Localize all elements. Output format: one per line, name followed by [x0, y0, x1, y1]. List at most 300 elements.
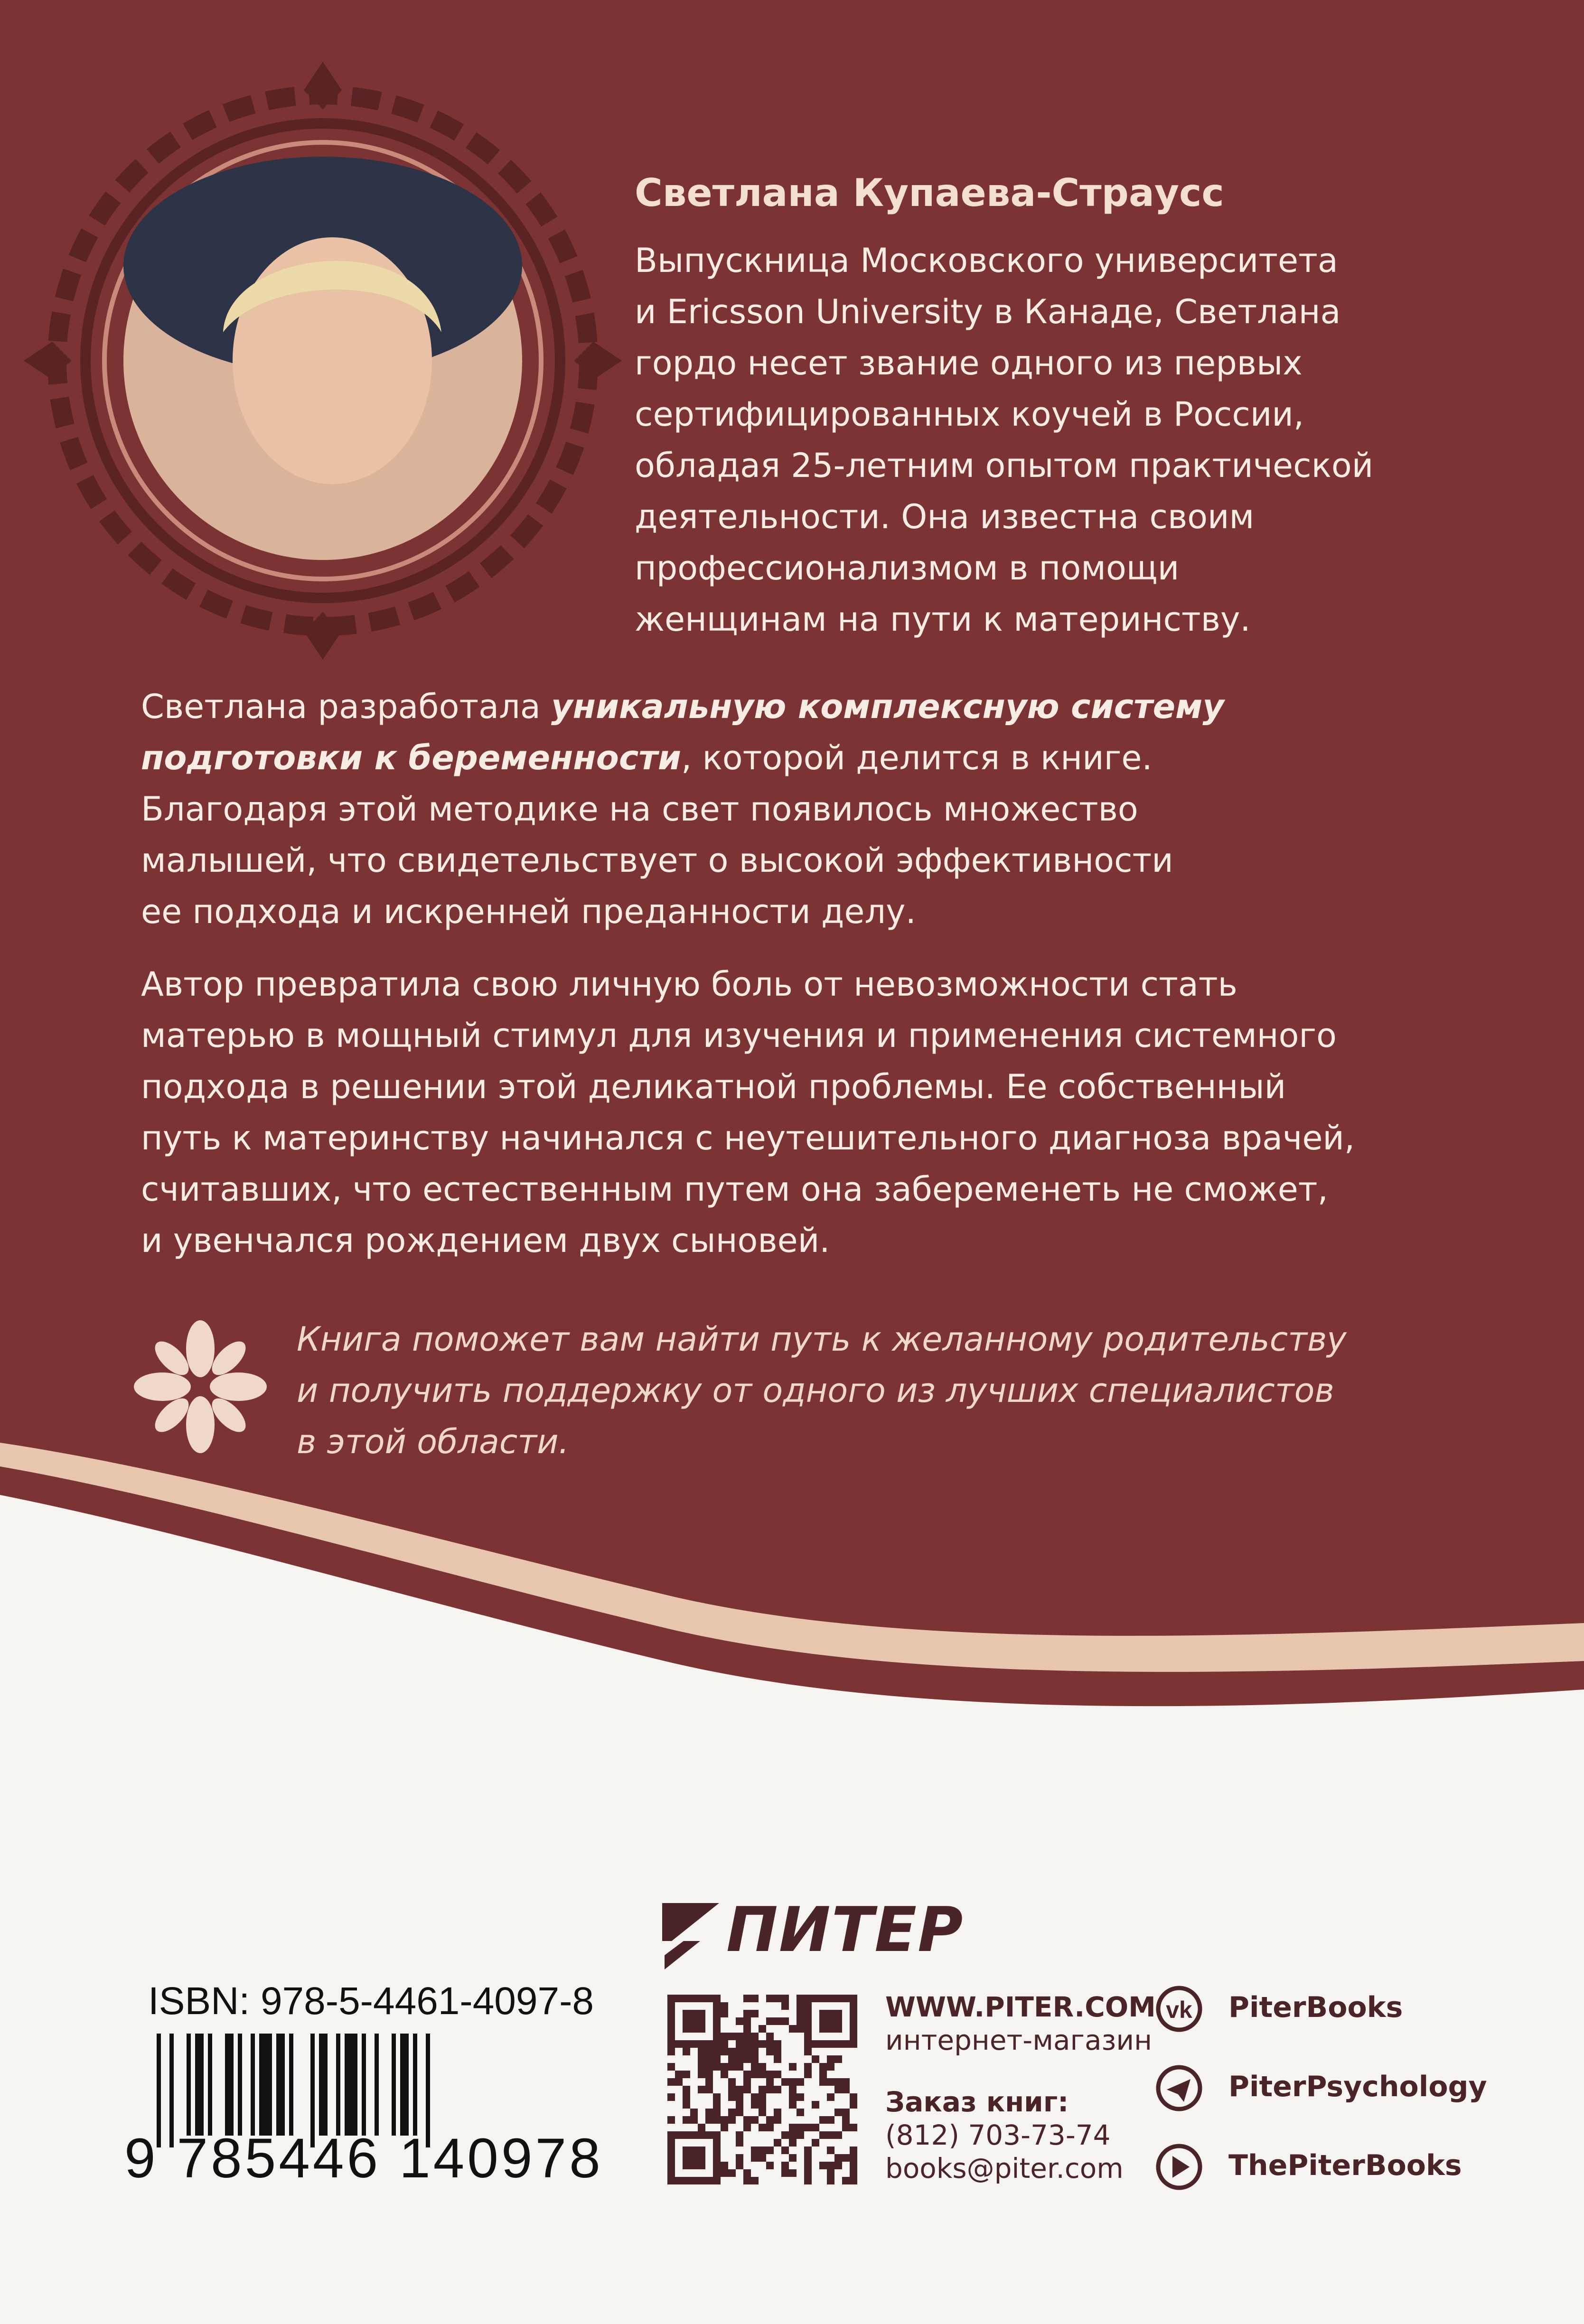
qr-module — [766, 2033, 774, 2040]
qr-module — [766, 1995, 774, 2002]
qr-module — [834, 2040, 842, 2048]
qr-module — [759, 2109, 766, 2116]
qr-module — [789, 2025, 797, 2033]
qr-module — [812, 2055, 819, 2063]
qr-module — [774, 2071, 781, 2078]
story-paragraph — [141, 959, 1355, 1266]
qr-module — [736, 2055, 743, 2063]
qr-module — [751, 2177, 759, 2184]
qr-module — [698, 2124, 705, 2131]
qr-module — [667, 2131, 675, 2139]
qr-module — [675, 2040, 683, 2048]
qr-module — [797, 2010, 804, 2017]
qr-module — [819, 2040, 827, 2048]
qr-module — [705, 2063, 713, 2071]
order-label: Заказ книг: — [885, 2086, 1069, 2118]
qr-module — [728, 2033, 736, 2040]
qr-module — [713, 2010, 721, 2017]
qr-module — [743, 2055, 751, 2063]
barcode-bar — [195, 2034, 204, 2136]
qr-module — [804, 2048, 812, 2055]
qr-module — [713, 2147, 721, 2154]
qr-module — [751, 2033, 759, 2040]
qr-module — [827, 2010, 834, 2017]
telegram-link[interactable]: PiterPsychology — [1228, 2070, 1487, 2103]
qr-module — [766, 2147, 774, 2154]
qr-module — [827, 2177, 834, 2184]
qr-module — [804, 2063, 812, 2071]
qr-module — [850, 2162, 857, 2169]
qr-module — [850, 2169, 857, 2177]
author-name: Светлана Купаева-Страусс — [635, 171, 1224, 215]
video-link[interactable]: ThePiterBooks — [1228, 2149, 1462, 2182]
qr-module — [812, 2124, 819, 2131]
qr-module — [736, 2063, 743, 2071]
qr-module — [819, 2071, 827, 2078]
qr-module — [713, 2116, 721, 2124]
qr-module — [743, 2078, 751, 2086]
qr-module — [698, 2162, 705, 2169]
qr-module — [721, 2040, 728, 2048]
qr-module — [683, 2040, 690, 2048]
quote-line: Книга поможет вам найти путь к желанному родительству — [297, 1320, 1347, 1359]
qr-module — [743, 2124, 751, 2131]
qr-module — [751, 1995, 759, 2002]
qr-module — [713, 2055, 721, 2063]
qr-module — [850, 2017, 857, 2025]
qr-module — [774, 2109, 781, 2116]
qr-module — [743, 2071, 751, 2078]
svg-text:vk: vk — [1166, 1997, 1192, 2023]
qr-module — [736, 2017, 743, 2025]
qr-module — [736, 2109, 743, 2116]
qr-module — [683, 2071, 690, 2078]
qr-module — [751, 2055, 759, 2063]
barcode-bar — [392, 2034, 396, 2136]
qr-module — [850, 2101, 857, 2109]
qr-module — [850, 2002, 857, 2010]
qr-module — [736, 2139, 743, 2147]
qr-module — [667, 2010, 675, 2017]
qr-module — [781, 2169, 789, 2177]
qr-module — [759, 2147, 766, 2154]
qr-module — [850, 2147, 857, 2154]
bio-line: Выпускница Московского университета — [635, 241, 1338, 280]
qr-module — [705, 2078, 713, 2086]
vk-link[interactable]: PiterBooks — [1228, 1991, 1403, 2024]
bio-line: и Ericsson University в Канаде, Светлана — [635, 292, 1341, 331]
qr-module — [690, 2116, 698, 2124]
qr-module — [827, 2017, 834, 2025]
qr-module — [675, 2131, 683, 2139]
qr-module — [842, 2177, 850, 2184]
qr-module — [766, 2048, 774, 2055]
qr-module — [667, 2078, 675, 2086]
qr-module — [774, 2086, 781, 2093]
para-line: Благодаря этой методике на свет появилось множество — [141, 790, 1138, 829]
qr-module — [751, 2010, 759, 2017]
qr-module — [721, 2071, 728, 2078]
qr-module — [705, 2116, 713, 2124]
qr-module — [781, 1995, 789, 2002]
qr-module — [683, 2154, 690, 2162]
qr-module — [827, 2169, 834, 2177]
qr-module — [842, 2086, 850, 2093]
qr-module — [774, 2055, 781, 2063]
qr-module — [819, 1995, 827, 2002]
qr-module — [728, 2093, 736, 2101]
qr-module — [827, 2116, 834, 2124]
qr-module — [804, 2025, 812, 2033]
barcode-bar — [345, 2034, 357, 2136]
qr-module — [705, 2048, 713, 2055]
qr-module — [850, 2093, 857, 2101]
qr-module — [834, 2017, 842, 2025]
qr-module — [751, 2071, 759, 2078]
qr-module — [705, 2040, 713, 2048]
qr-module — [690, 2177, 698, 2184]
qr-module — [683, 2086, 690, 2093]
qr-module — [804, 2124, 812, 2131]
qr-module — [721, 2169, 728, 2177]
qr-module — [743, 2025, 751, 2033]
qr-module — [683, 2101, 690, 2109]
qr-module — [789, 2093, 797, 2101]
qr-module — [728, 2055, 736, 2063]
telegram-icon — [1158, 2067, 1200, 2109]
barcode-bar — [319, 2034, 328, 2136]
qr-module — [766, 2040, 774, 2048]
qr-module — [690, 2040, 698, 2048]
text: , которой делится в книге. — [681, 738, 1153, 777]
qr-module — [743, 2048, 751, 2055]
qr-module — [667, 2154, 675, 2162]
qr-module — [812, 2101, 819, 2109]
quote-line: в этой области. — [297, 1422, 569, 1461]
qr-module — [812, 2139, 819, 2147]
qr-module — [683, 1995, 690, 2002]
qr-module — [819, 2063, 827, 2071]
qr-module — [736, 2048, 743, 2055]
para-line: Автор превратила свою личную боль от невозможности стать — [141, 965, 1237, 1004]
qr-module — [834, 1995, 842, 2002]
qr-module — [812, 1995, 819, 2002]
qr-module — [751, 2063, 759, 2071]
qr-module — [675, 1995, 683, 2002]
para-line: путь к материнству начинался с неутешительного диагноза врачей, — [141, 1119, 1355, 1157]
qr-module — [827, 2147, 834, 2154]
qr-module — [774, 2040, 781, 2048]
barcode-bar — [276, 2034, 285, 2136]
email[interactable]: books@piter.com — [885, 2152, 1124, 2184]
qr-module — [721, 2010, 728, 2017]
qr-module — [698, 2010, 705, 2017]
qr-module — [842, 2040, 850, 2048]
qr-module — [766, 2162, 774, 2169]
qr-module — [705, 2177, 713, 2184]
qr-module — [751, 2147, 759, 2154]
bio-line: сертифицированных коучей в России, — [635, 395, 1304, 434]
qr-module — [827, 2162, 834, 2169]
qr-module — [667, 2116, 675, 2124]
qr-module — [850, 2124, 857, 2131]
qr-module — [667, 2139, 675, 2147]
qr-module — [759, 2063, 766, 2071]
barcode-bar — [208, 2034, 212, 2136]
qr-module — [834, 2078, 842, 2086]
qr-module — [736, 2086, 743, 2093]
qr-module — [683, 2017, 690, 2025]
qr-module — [705, 2071, 713, 2078]
qr-module — [698, 2086, 705, 2093]
qr-module — [827, 2055, 834, 2063]
publisher-logo: ПИТЕР — [726, 1894, 964, 1966]
qr-module — [834, 2055, 842, 2063]
qr-module — [759, 2040, 766, 2048]
qr-module — [797, 2109, 804, 2116]
qr-module — [736, 2162, 743, 2169]
qr-module — [698, 2071, 705, 2078]
qr-module — [797, 2131, 804, 2139]
qr-module — [705, 2131, 713, 2139]
qr-module — [834, 2154, 842, 2162]
qr-module — [690, 2010, 698, 2017]
qr-module — [667, 2093, 675, 2101]
qr-module — [736, 2154, 743, 2162]
qr-module — [751, 2040, 759, 2048]
barcode-bar — [289, 2034, 293, 2136]
qr-module — [834, 2086, 842, 2093]
qr-module — [781, 2078, 789, 2086]
qr-module — [774, 2139, 781, 2147]
qr-module — [736, 2093, 743, 2101]
qr-module — [781, 2162, 789, 2169]
qr-module — [721, 2124, 728, 2131]
qr-module — [850, 2154, 857, 2162]
qr-module — [667, 2177, 675, 2184]
qr-module — [721, 2002, 728, 2010]
qr-module — [743, 1995, 751, 2002]
author-bio — [635, 235, 1373, 645]
qr-module — [766, 2017, 774, 2025]
qr-module — [690, 2109, 698, 2116]
qr-module — [804, 2002, 812, 2010]
qr-module — [728, 2063, 736, 2071]
barcode-bar — [400, 2034, 409, 2136]
qr-module — [789, 2078, 797, 2086]
qr-module — [713, 2139, 721, 2147]
qr-module — [827, 2040, 834, 2048]
qr-module — [834, 2109, 842, 2116]
bio-line: женщинам на пути к материнству. — [635, 600, 1251, 639]
qr-module — [705, 2086, 713, 2093]
qr-module — [743, 2033, 751, 2040]
qr-module — [797, 2124, 804, 2131]
qr-module — [728, 2116, 736, 2124]
qr-module — [759, 2086, 766, 2093]
qr-module — [819, 2017, 827, 2025]
qr-module — [751, 2154, 759, 2162]
qr-module — [789, 2169, 797, 2177]
qr-module — [675, 2177, 683, 2184]
qr-module — [713, 2154, 721, 2162]
qr-module — [834, 2010, 842, 2017]
barcode-bar — [251, 2034, 255, 2136]
qr-module — [698, 2040, 705, 2048]
qr-module — [797, 2093, 804, 2101]
qr-module — [842, 1995, 850, 2002]
website-caption: интернет-магазин — [885, 2024, 1152, 2056]
website-link[interactable]: WWW.PITER.COM — [885, 1991, 1156, 2023]
phone: (812) 703-73-74 — [885, 2119, 1111, 2151]
qr-module — [819, 2010, 827, 2017]
qr-module — [804, 2033, 812, 2040]
qr-module — [683, 2010, 690, 2017]
qr-module — [797, 2078, 804, 2086]
qr-module — [667, 1995, 675, 2002]
qr-module — [759, 2025, 766, 2033]
qr-module — [713, 2093, 721, 2101]
qr-module — [804, 2147, 812, 2154]
qr-code — [667, 1995, 857, 2184]
para-line: подхода в решении этой деликатной проблемы. Ее собственный — [141, 1067, 1286, 1106]
qr-module — [667, 2147, 675, 2154]
qr-module — [736, 2131, 743, 2139]
qr-module — [683, 2048, 690, 2055]
qr-module — [713, 2048, 721, 2055]
qr-module — [713, 2025, 721, 2033]
qr-module — [819, 2131, 827, 2139]
qr-module — [667, 2002, 675, 2010]
qr-module — [781, 2017, 789, 2025]
barcode-bar — [362, 2034, 366, 2136]
qr-module — [850, 2177, 857, 2184]
qr-module — [842, 2154, 850, 2162]
qr-module — [789, 2154, 797, 2162]
qr-module — [721, 2162, 728, 2169]
bio-line: гордо несет звание одного из первых — [635, 344, 1303, 383]
qr-module — [667, 2025, 675, 2033]
qr-module — [766, 2071, 774, 2078]
qr-module — [819, 2078, 827, 2086]
qr-module — [766, 2078, 774, 2086]
barcode-bar — [413, 2034, 417, 2136]
qr-module — [819, 2162, 827, 2169]
qr-module — [766, 2116, 774, 2124]
qr-module — [736, 2101, 743, 2109]
qr-module — [690, 2154, 698, 2162]
qr-module — [690, 2017, 698, 2025]
qr-module — [705, 2109, 713, 2116]
qr-module — [667, 2040, 675, 2048]
qr-module — [698, 2048, 705, 2055]
qr-module — [713, 2169, 721, 2177]
qr-module — [728, 2078, 736, 2086]
qr-module — [819, 2116, 827, 2124]
qr-module — [721, 2116, 728, 2124]
qr-module — [698, 2131, 705, 2139]
qr-module — [827, 1995, 834, 2002]
qr-module — [743, 2010, 751, 2017]
isbn: ISBN: 978-5-4461-4097-8 — [148, 1979, 594, 2023]
qr-module — [698, 2177, 705, 2184]
qr-module — [797, 2017, 804, 2025]
qr-module — [774, 2116, 781, 2124]
qr-module — [690, 1995, 698, 2002]
play-icon — [1158, 2146, 1200, 2188]
barcode-bar — [238, 2034, 242, 2136]
qr-module — [698, 1995, 705, 2002]
qr-module — [827, 2093, 834, 2101]
qr-module — [690, 2025, 698, 2033]
qr-module — [743, 2177, 751, 2184]
qr-module — [743, 2116, 751, 2124]
qr-module — [827, 2063, 834, 2071]
qr-module — [713, 1995, 721, 2002]
qr-module — [683, 2131, 690, 2139]
qr-module — [804, 2177, 812, 2184]
qr-module — [827, 2025, 834, 2033]
para-line: ее подхода и искренней преданности делу. — [141, 892, 916, 931]
qr-module — [774, 1995, 781, 2002]
qr-module — [827, 2131, 834, 2139]
barcode-digits: 9 785446 140978 — [124, 2127, 603, 2190]
qr-module — [789, 2124, 797, 2131]
qr-module — [683, 2162, 690, 2169]
qr-module — [667, 2162, 675, 2169]
bio-line: обладая 25-летним опытом практической — [635, 446, 1374, 485]
qr-module — [683, 2025, 690, 2033]
qr-module — [713, 2002, 721, 2010]
qr-module — [713, 2040, 721, 2048]
qr-module — [759, 2071, 766, 2078]
qr-module — [759, 2124, 766, 2131]
qr-module — [797, 2002, 804, 2010]
qr-module — [850, 2025, 857, 2033]
qr-module — [812, 2040, 819, 2048]
qr-module — [827, 2078, 834, 2086]
qr-module — [743, 2017, 751, 2025]
qr-module — [804, 2154, 812, 2162]
qr-module — [804, 2162, 812, 2169]
qr-module — [804, 2169, 812, 2177]
qr-module — [675, 2071, 683, 2078]
qr-module — [736, 2040, 743, 2048]
qr-module — [751, 2116, 759, 2124]
qr-module — [766, 2086, 774, 2093]
qr-module — [842, 2116, 850, 2124]
bio-line: деятельности. Она известна своим — [635, 497, 1255, 536]
qr-module — [728, 2086, 736, 2093]
qr-module — [713, 2033, 721, 2040]
qr-module — [850, 2040, 857, 2048]
quote — [297, 1314, 1347, 1467]
qr-module — [774, 2017, 781, 2025]
barcode-bar — [225, 2034, 234, 2136]
qr-module — [713, 2017, 721, 2025]
qr-module — [804, 2040, 812, 2048]
qr-module — [804, 1995, 812, 2002]
qr-module — [834, 2131, 842, 2139]
qr-module — [698, 2154, 705, 2162]
qr-module — [736, 2033, 743, 2040]
qr-module — [690, 2147, 698, 2154]
qr-module — [751, 2093, 759, 2101]
qr-module — [842, 2109, 850, 2116]
qr-module — [834, 2025, 842, 2033]
barcode-bar — [187, 2034, 191, 2136]
qr-module — [766, 2124, 774, 2131]
